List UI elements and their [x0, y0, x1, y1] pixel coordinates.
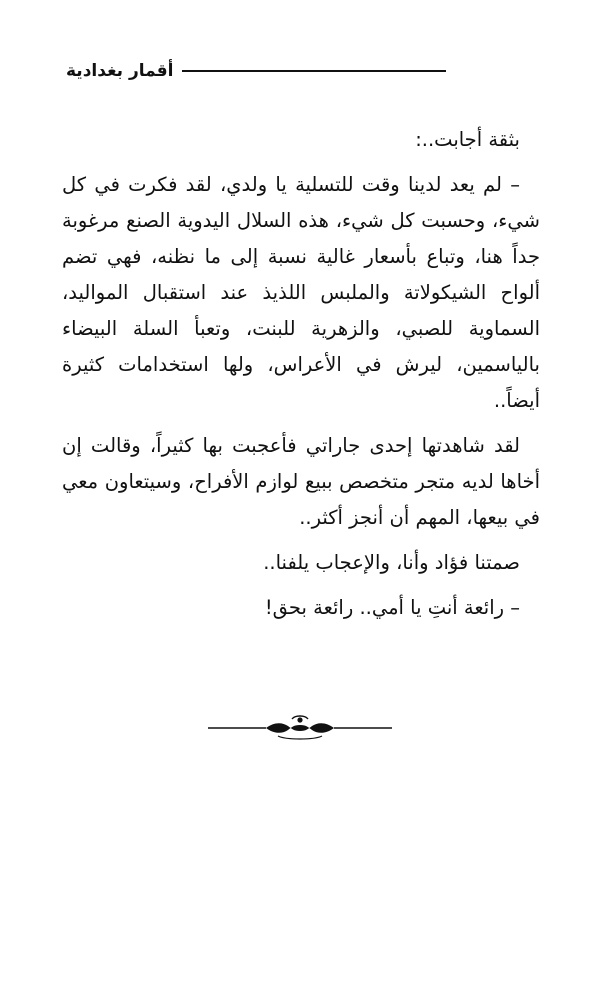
paragraph-1: بثقة أجابت..:	[415, 128, 520, 151]
body-text	[62, 122, 540, 635]
paragraph-5: – رائعة أنتِ يا أمي.. رائعة بحق!	[264, 596, 520, 619]
running-title: أقمار بغدادية	[66, 61, 174, 81]
running-header	[66, 56, 446, 86]
ornamental-divider-icon	[208, 712, 392, 742]
paragraph-4: صمتنا فؤاد وأنا، والإعجاب يلفنا..	[263, 551, 520, 574]
header-rule	[182, 70, 447, 72]
paragraph-2: – لم يعد لدينا وقت للتسلية يا ولدي، لقد فكرت في كل شيء، وحسبت كل شيء، هذه السلال اليدوية الصنع مرغوبة جداً هنا، وتباع بأسعار غالية نسبة إلى ما نظنه، فهي تضم ألواح الشيكولاتة والملبس اللذيذ عند استقبال المواليد، السماوية للصبي، والزهرية للبنت، وتعبأ السلة البيضاء بالياسمين، ليرش في الأعراس، ولها استخدامات كثيرة أيضاً..	[62, 173, 540, 412]
paragraph-3: لقد شاهدتها إحدى جاراتي فأعجبت بها كثيراً، وقالت إن أخاها لديه متجر متخصص ببيع لوازم الأفراح، وسيتعاون معي في بيعها، المهم أن أنجز أكثر..	[62, 434, 540, 529]
